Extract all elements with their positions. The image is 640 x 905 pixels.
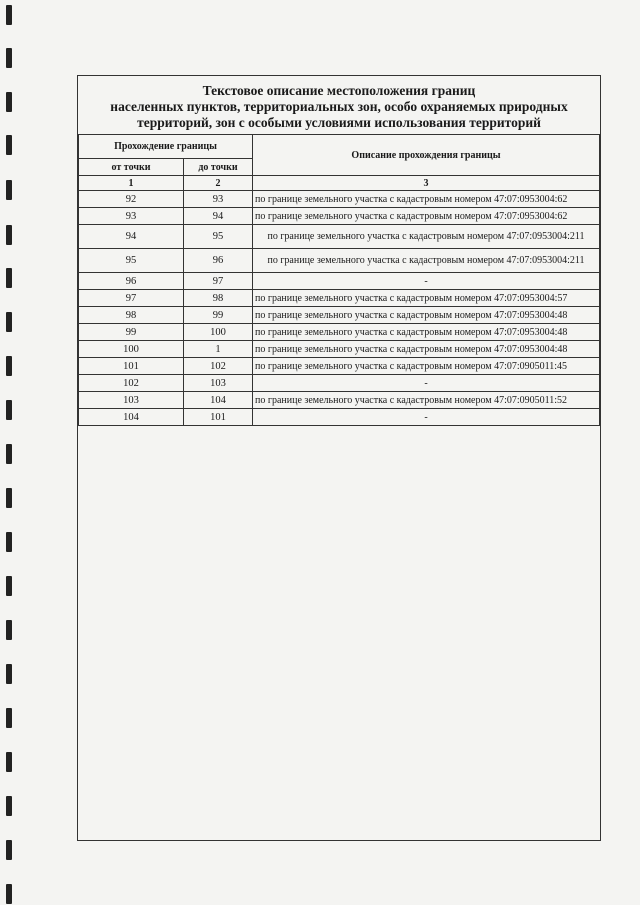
- binder-mark: [6, 708, 12, 728]
- binder-mark: [6, 225, 12, 245]
- column-number-1: 1: [79, 176, 184, 191]
- binder-mark: [6, 92, 12, 112]
- header-group-boundary: Прохождение границы: [79, 135, 253, 159]
- cell-to-point: 93: [184, 191, 253, 208]
- binder-mark: [6, 840, 12, 860]
- cell-to-point: 103: [184, 375, 253, 392]
- cell-description: по границе земельного участка с кадастровым номером 47:07:0953004:48: [253, 341, 600, 358]
- cell-from-point: 92: [79, 191, 184, 208]
- cell-from-point: 102: [79, 375, 184, 392]
- cell-from-point: 96: [79, 273, 184, 290]
- binder-mark: [6, 796, 12, 816]
- cell-description: по границе земельного участка с кадастровым номером 47:07:0953004:57: [253, 290, 600, 307]
- cell-from-point: 104: [79, 409, 184, 426]
- title-line-3: территорий, зон с особыми условиями использования территорий: [137, 115, 541, 130]
- binder-mark: [6, 664, 12, 684]
- table-row: [79, 409, 600, 426]
- cell-description: по границе земельного участка с кадастровым номером 47:07:0953004:48: [253, 324, 600, 341]
- header-from-point: от точки: [79, 159, 184, 176]
- cell-to-point: 98: [184, 290, 253, 307]
- column-number-3: 3: [253, 176, 600, 191]
- cell-description: по границе земельного участка с кадастровым номером 47:07:0905011:45: [253, 358, 600, 375]
- binder-mark: [6, 48, 12, 68]
- cell-from-point: 103: [79, 392, 184, 409]
- table-row: [79, 273, 600, 290]
- boundary-table: [78, 134, 600, 426]
- table-row: [79, 208, 600, 225]
- table-row: [79, 290, 600, 307]
- binder-mark: [6, 5, 12, 25]
- table-row: [79, 341, 600, 358]
- cell-to-point: 95: [184, 225, 253, 249]
- binder-mark: [6, 312, 12, 332]
- column-number-2: 2: [184, 176, 253, 191]
- binder-mark: [6, 444, 12, 464]
- cell-from-point: 95: [79, 249, 184, 273]
- binder-mark: [6, 884, 12, 904]
- binder-mark: [6, 752, 12, 772]
- cell-description: -: [253, 375, 600, 392]
- cell-to-point: 99: [184, 307, 253, 324]
- cell-from-point: 97: [79, 290, 184, 307]
- document-title: [78, 76, 600, 134]
- table-row: [79, 358, 600, 375]
- cell-from-point: 100: [79, 341, 184, 358]
- header-description: Описание прохождения границы: [253, 135, 600, 176]
- cell-to-point: 94: [184, 208, 253, 225]
- table-row: [79, 375, 600, 392]
- cell-description: по границе земельного участка с кадастровым номером 47:07:0953004:211: [253, 225, 600, 249]
- cell-to-point: 1: [184, 341, 253, 358]
- cell-description: по границе земельного участка с кадастровым номером 47:07:0953004:211: [253, 249, 600, 273]
- cell-to-point: 96: [184, 249, 253, 273]
- cell-to-point: 97: [184, 273, 253, 290]
- cell-description: по границе земельного участка с кадастровым номером 47:07:0953004:62: [253, 208, 600, 225]
- table-row: [79, 249, 600, 273]
- binder-mark: [6, 268, 12, 288]
- binder-mark: [6, 356, 12, 376]
- cell-from-point: 94: [79, 225, 184, 249]
- document-frame: [77, 75, 601, 841]
- binder-mark: [6, 400, 12, 420]
- table-row: [79, 324, 600, 341]
- cell-description: по границе земельного участка с кадастровым номером 47:07:0953004:62: [253, 191, 600, 208]
- table-body: [79, 191, 600, 426]
- table-row: [79, 191, 600, 208]
- cell-from-point: 93: [79, 208, 184, 225]
- cell-to-point: 102: [184, 358, 253, 375]
- cell-from-point: 98: [79, 307, 184, 324]
- table-row: [79, 225, 600, 249]
- cell-description: по границе земельного участка с кадастровым номером 47:07:0905011:52: [253, 392, 600, 409]
- binder-mark: [6, 620, 12, 640]
- binder-mark: [6, 576, 12, 596]
- binder-mark: [6, 180, 12, 200]
- cell-to-point: 104: [184, 392, 253, 409]
- cell-description: по границе земельного участка с кадастровым номером 47:07:0953004:48: [253, 307, 600, 324]
- cell-from-point: 99: [79, 324, 184, 341]
- binder-mark: [6, 488, 12, 508]
- cell-to-point: 101: [184, 409, 253, 426]
- cell-description: -: [253, 409, 600, 426]
- cell-description: -: [253, 273, 600, 290]
- table-row: [79, 307, 600, 324]
- header-to-point: до точки: [184, 159, 253, 176]
- binder-hole-marks: [0, 0, 20, 905]
- cell-to-point: 100: [184, 324, 253, 341]
- cell-from-point: 101: [79, 358, 184, 375]
- title-line-1: Текстовое описание местоположения границ: [202, 83, 476, 98]
- title-line-2: населенных пунктов, территориальных зон, особо охраняемых природных: [110, 99, 568, 114]
- binder-mark: [6, 532, 12, 552]
- binder-mark: [6, 135, 12, 155]
- table-row: [79, 392, 600, 409]
